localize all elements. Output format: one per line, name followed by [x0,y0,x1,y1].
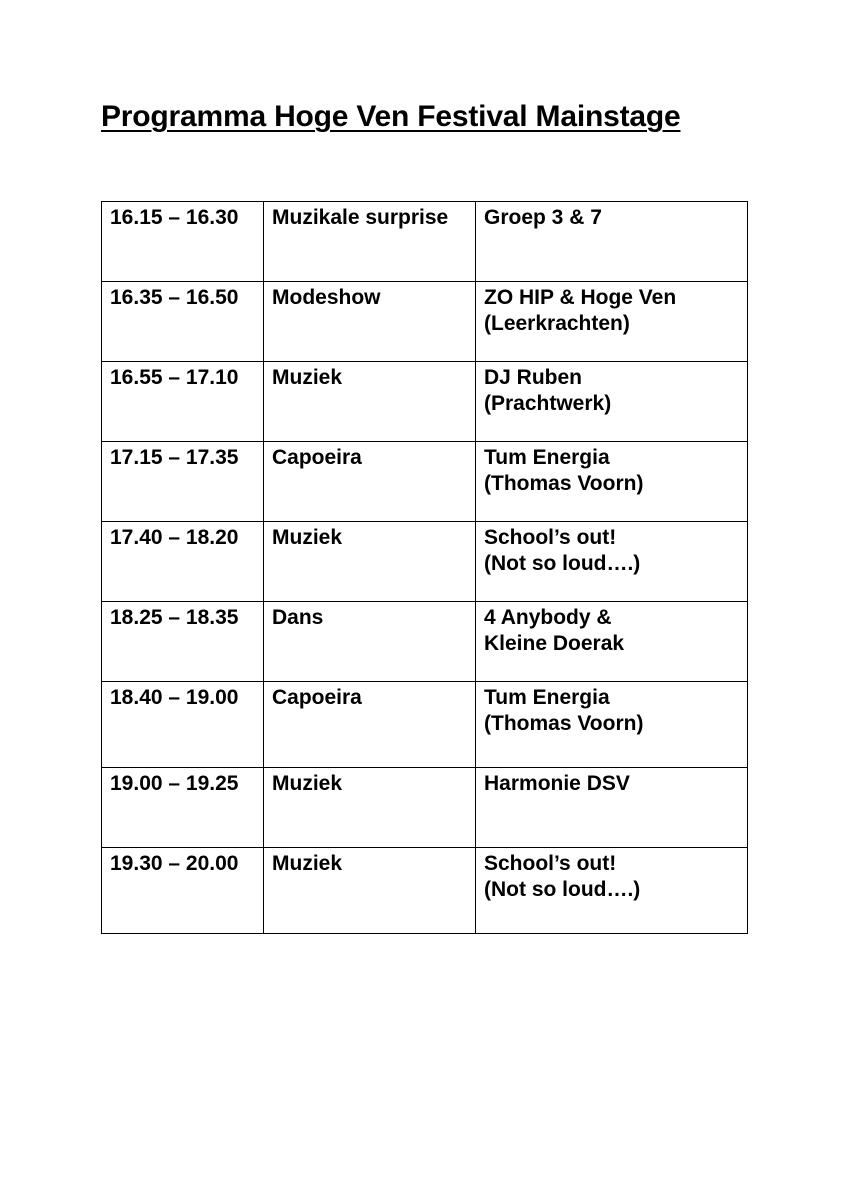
table-row [102,202,748,282]
performer-line: Tum Energia [484,686,610,709]
activity-cell: Muziek [264,522,476,602]
performer-line: Harmonie DSV [484,772,630,795]
page-title: Programma Hoge Ven Festival Mainstage [101,100,681,133]
performer-line: 4 Anybody & [484,606,612,629]
performer-cell [476,442,748,522]
time-cell: 18.25 – 18.35 [102,602,264,682]
performer-cell [476,362,748,442]
activity-cell: Muziek [264,848,476,934]
performer-subline: (Not so loud….) [484,552,641,575]
time-cell: 17.40 – 18.20 [102,522,264,602]
table-row [102,282,748,362]
time-cell: 17.15 – 17.35 [102,442,264,522]
activity-cell: Capoeira [264,682,476,768]
performer-cell [476,682,748,768]
performer-cell [476,602,748,682]
performer-cell [476,202,748,282]
performer-line: School’s out! [484,852,617,875]
activity-cell: Dans [264,602,476,682]
performer-subline: (Thomas Voorn) [484,712,644,735]
performer-subline: Kleine Doerak [484,632,625,655]
performer-subline: (Prachtwerk) [484,392,612,415]
activity-cell: Muziek [264,768,476,848]
performer-cell [476,282,748,362]
performer-line: Groep 3 & 7 [484,206,602,229]
performer-line: ZO HIP & Hoge Ven [484,286,677,309]
performer-subline: (Not so loud….) [484,878,641,901]
table-row [102,442,748,522]
time-cell: 19.00 – 19.25 [102,768,264,848]
time-cell: 16.15 – 16.30 [102,202,264,282]
table-row [102,362,748,442]
table-row [102,522,748,602]
performer-cell [476,768,748,848]
performer-subline: (Leerkrachten) [484,312,630,335]
performer-subline: (Thomas Voorn) [484,472,644,495]
table-row [102,848,748,934]
time-cell: 19.30 – 20.00 [102,848,264,934]
table-row [102,768,748,848]
activity-cell: Muzikale surprise [264,202,476,282]
time-cell: 18.40 – 19.00 [102,682,264,768]
time-cell: 16.55 – 17.10 [102,362,264,442]
time-cell: 16.35 – 16.50 [102,282,264,362]
performer-line: DJ Ruben [484,366,583,389]
table-row [102,682,748,768]
table-row [102,602,748,682]
activity-cell: Muziek [264,362,476,442]
performer-cell [476,522,748,602]
activity-cell: Modeshow [264,282,476,362]
performer-line: School’s out! [484,526,617,549]
performer-line: Tum Energia [484,446,610,469]
schedule-table [101,201,748,934]
activity-cell: Capoeira [264,442,476,522]
performer-cell [476,848,748,934]
